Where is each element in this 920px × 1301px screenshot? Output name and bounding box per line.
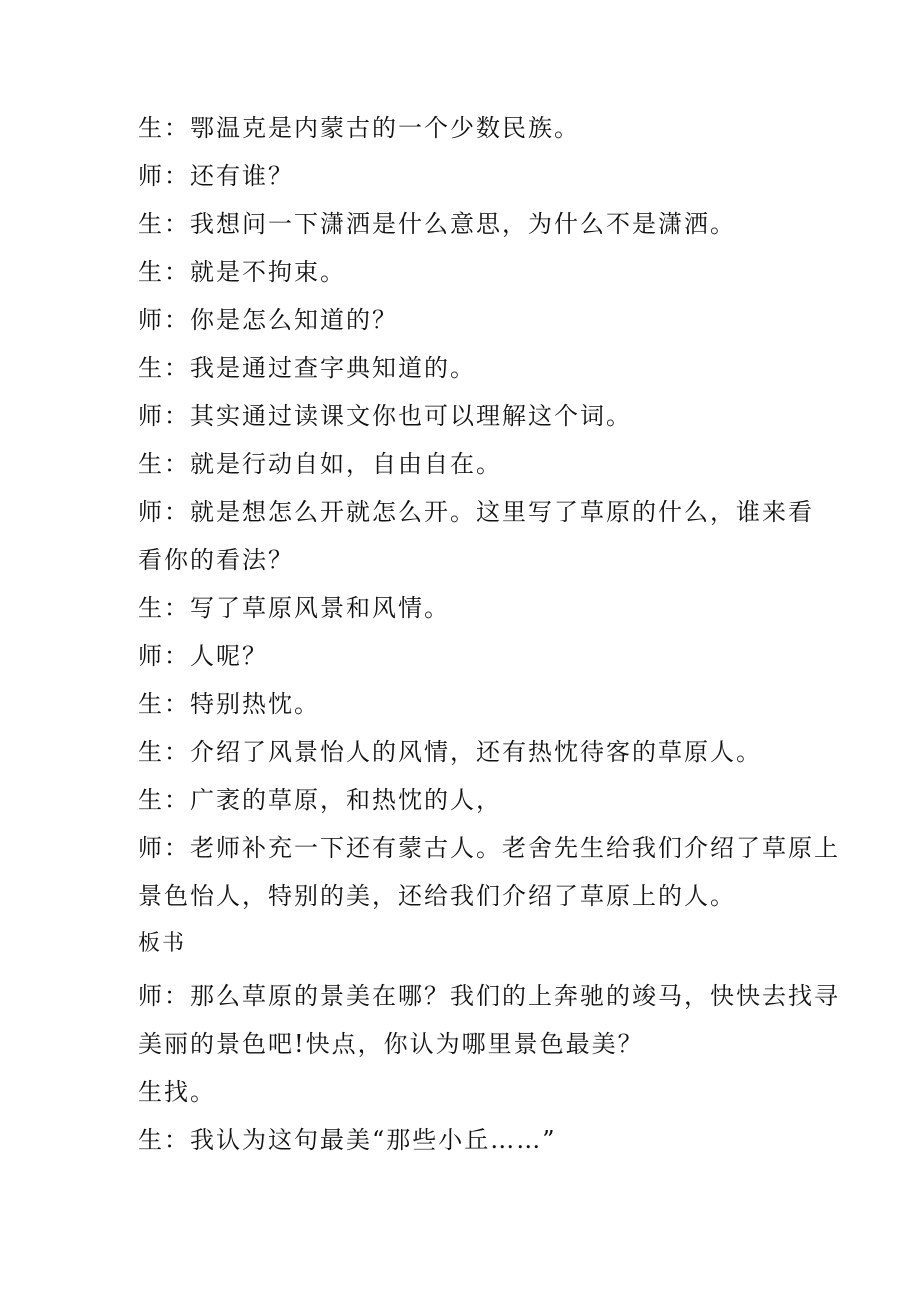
dialogue-line: 景色怡人，特别的美，还给我们介绍了草原上的人。 — [138, 882, 736, 910]
dialogue-line: 看你的看法？ — [138, 546, 294, 574]
dialogue-line: 生：介绍了风景怡人的风情，还有热忱待客的草原人。 — [138, 738, 762, 766]
dialogue-line: 师：其实通过读课文你也可以理解这个词。 — [138, 402, 632, 430]
dialogue-line: 生：我认为这句最美“那些小丘……” — [138, 1126, 557, 1154]
dialogue-line: 美丽的景色吧!快点，你认为哪里景色最美？ — [138, 1030, 644, 1058]
dialogue-line: 生：特别热忱。 — [138, 690, 320, 718]
dialogue-line: 生：就是行动自如，自由自在。 — [138, 450, 502, 478]
dialogue-line: 生：广袤的草原，和热忱的人， — [138, 786, 502, 814]
dialogue-line: 生：我想问一下潇洒是什么意思，为什么不是潇洒。 — [138, 210, 736, 238]
dialogue-line: 生：写了草原风景和风情。 — [138, 594, 450, 622]
board-writing-label: 板书 — [138, 931, 187, 956]
dialogue-line: 师：还有谁？ — [138, 162, 294, 190]
dialogue-line: 生：就是不拘束。 — [138, 258, 346, 286]
dialogue-line: 师：就是想怎么开就怎么开。这里写了草原的什么，谁来看 — [138, 498, 814, 526]
dialogue-line: 师：老师补充一下还有蒙古人。老舍先生给我们介绍了草原上 — [138, 834, 840, 862]
dialogue-line: 生找。 — [138, 1078, 216, 1106]
dialogue-line: 师：那么草原的景美在哪？我们的上奔驰的竣马，快快去找寻 — [138, 982, 840, 1010]
dialogue-line: 师：人呢？ — [138, 642, 268, 670]
dialogue-line: 生：我是通过查字典知道的。 — [138, 354, 476, 382]
dialogue-line: 师：你是怎么知道的？ — [138, 306, 398, 334]
dialogue-line: 生：鄂温克是内蒙古的一个少数民族。 — [138, 114, 580, 142]
